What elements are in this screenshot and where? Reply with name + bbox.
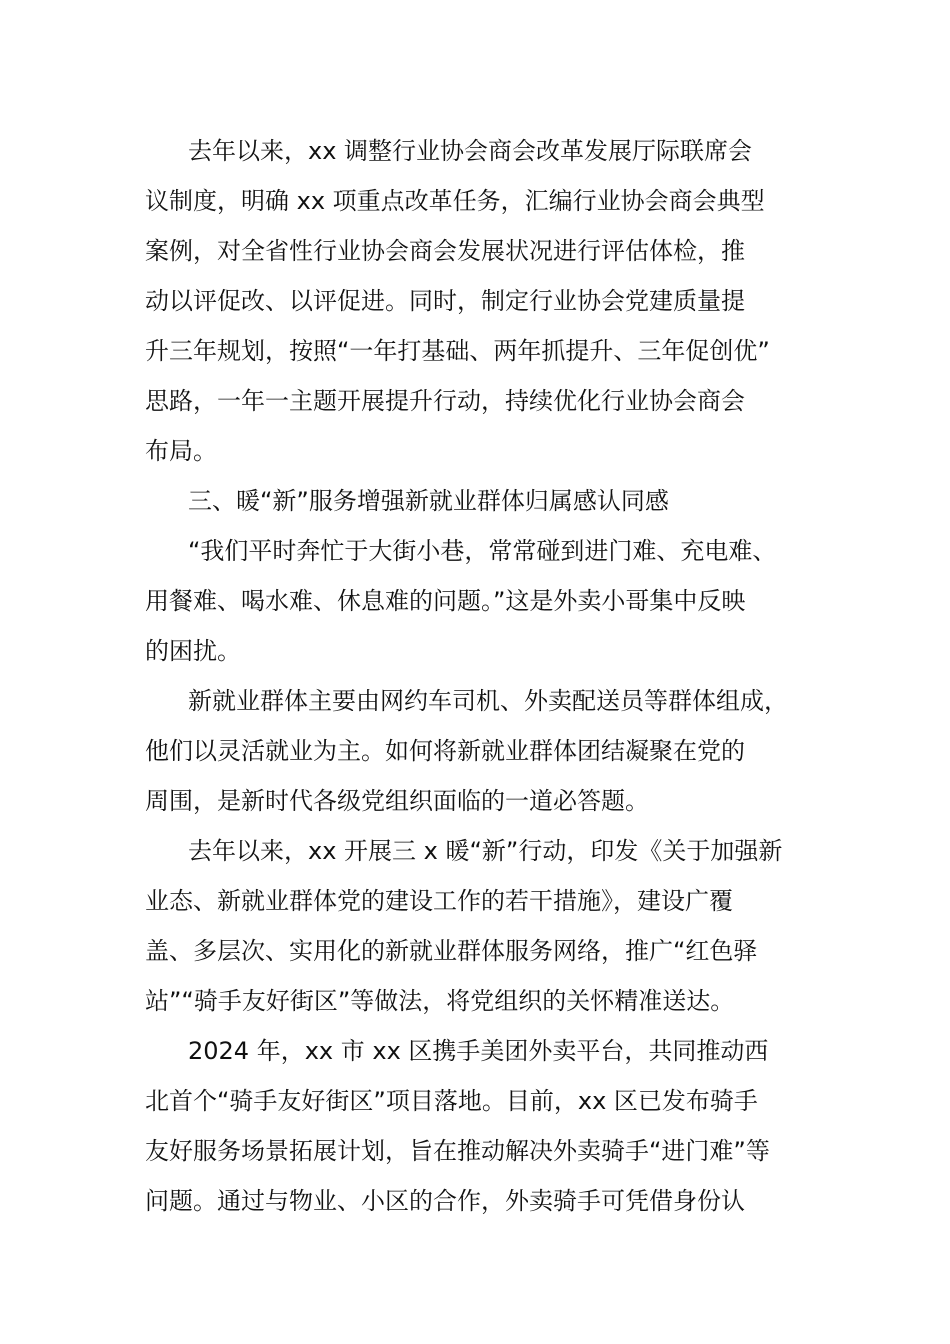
text-line: 布局。: [145, 437, 217, 465]
text-line: 友好服务场景拓展计划，旨在推动解决外卖骑手“进门难”等: [145, 1137, 770, 1165]
text-line: 盖、多层次、实用化的新就业群体服务网络，推广“红色驿: [145, 937, 758, 965]
text-line: 2024 年，xx 市 xx 区携手美团外卖平台，共同推动西: [188, 1037, 769, 1065]
text-line: 三、暖“新”服务增强新就业群体归属感认同感: [188, 487, 669, 515]
text-line: 去年以来，xx 开展三 x 暖“新”行动，印发《关于加强新: [188, 837, 783, 865]
body-text: [145, 126, 835, 1226]
text-line: 他们以灵活就业为主。如何将新就业群体团结凝聚在党的: [145, 737, 745, 765]
text-line: 动以评促改、以评促进。同时，制定行业协会党建质量提: [145, 287, 745, 315]
text-line: 业态、新就业群体党的建设工作的若干措施》，建设广覆: [145, 887, 733, 915]
text-line: 北首个“骑手友好街区”项目落地。目前，xx 区已发布骑手: [145, 1087, 758, 1115]
text-line: 的困扰。: [145, 637, 241, 665]
text-line: 站”“骑手友好街区”等做法，将党组织的关怀精准送达。: [145, 987, 735, 1015]
text-line: 升三年规划，按照“一年打基础、两年抓提升、三年促创优”: [145, 337, 770, 365]
text-line: 去年以来，xx 调整行业协会商会改革发展厅际联席会: [188, 137, 753, 165]
text-line: 新就业群体主要由网约车司机、外卖配送员等群体组成，: [188, 687, 788, 715]
text-line: 案例，对全省性行业协会商会发展状况进行评估体检，推: [145, 237, 745, 265]
text-line: 周围，是新时代各级党组织面临的一道必答题。: [145, 787, 649, 815]
text-line: 问题。通过与物业、小区的合作，外卖骑手可凭借身份认: [145, 1187, 745, 1215]
text-line: 思路，一年一主题开展提升行动，持续优化行业协会商会: [145, 387, 745, 415]
text-line: 用餐难、喝水难、休息难的问题。”这是外卖小哥集中反映: [145, 587, 746, 615]
text-line: “我们平时奔忙于大街小巷，常常碰到进门难、充电难、: [188, 537, 777, 565]
text-line: 议制度，明确 xx 项重点改革任务，汇编行业协会商会典型: [145, 187, 765, 215]
